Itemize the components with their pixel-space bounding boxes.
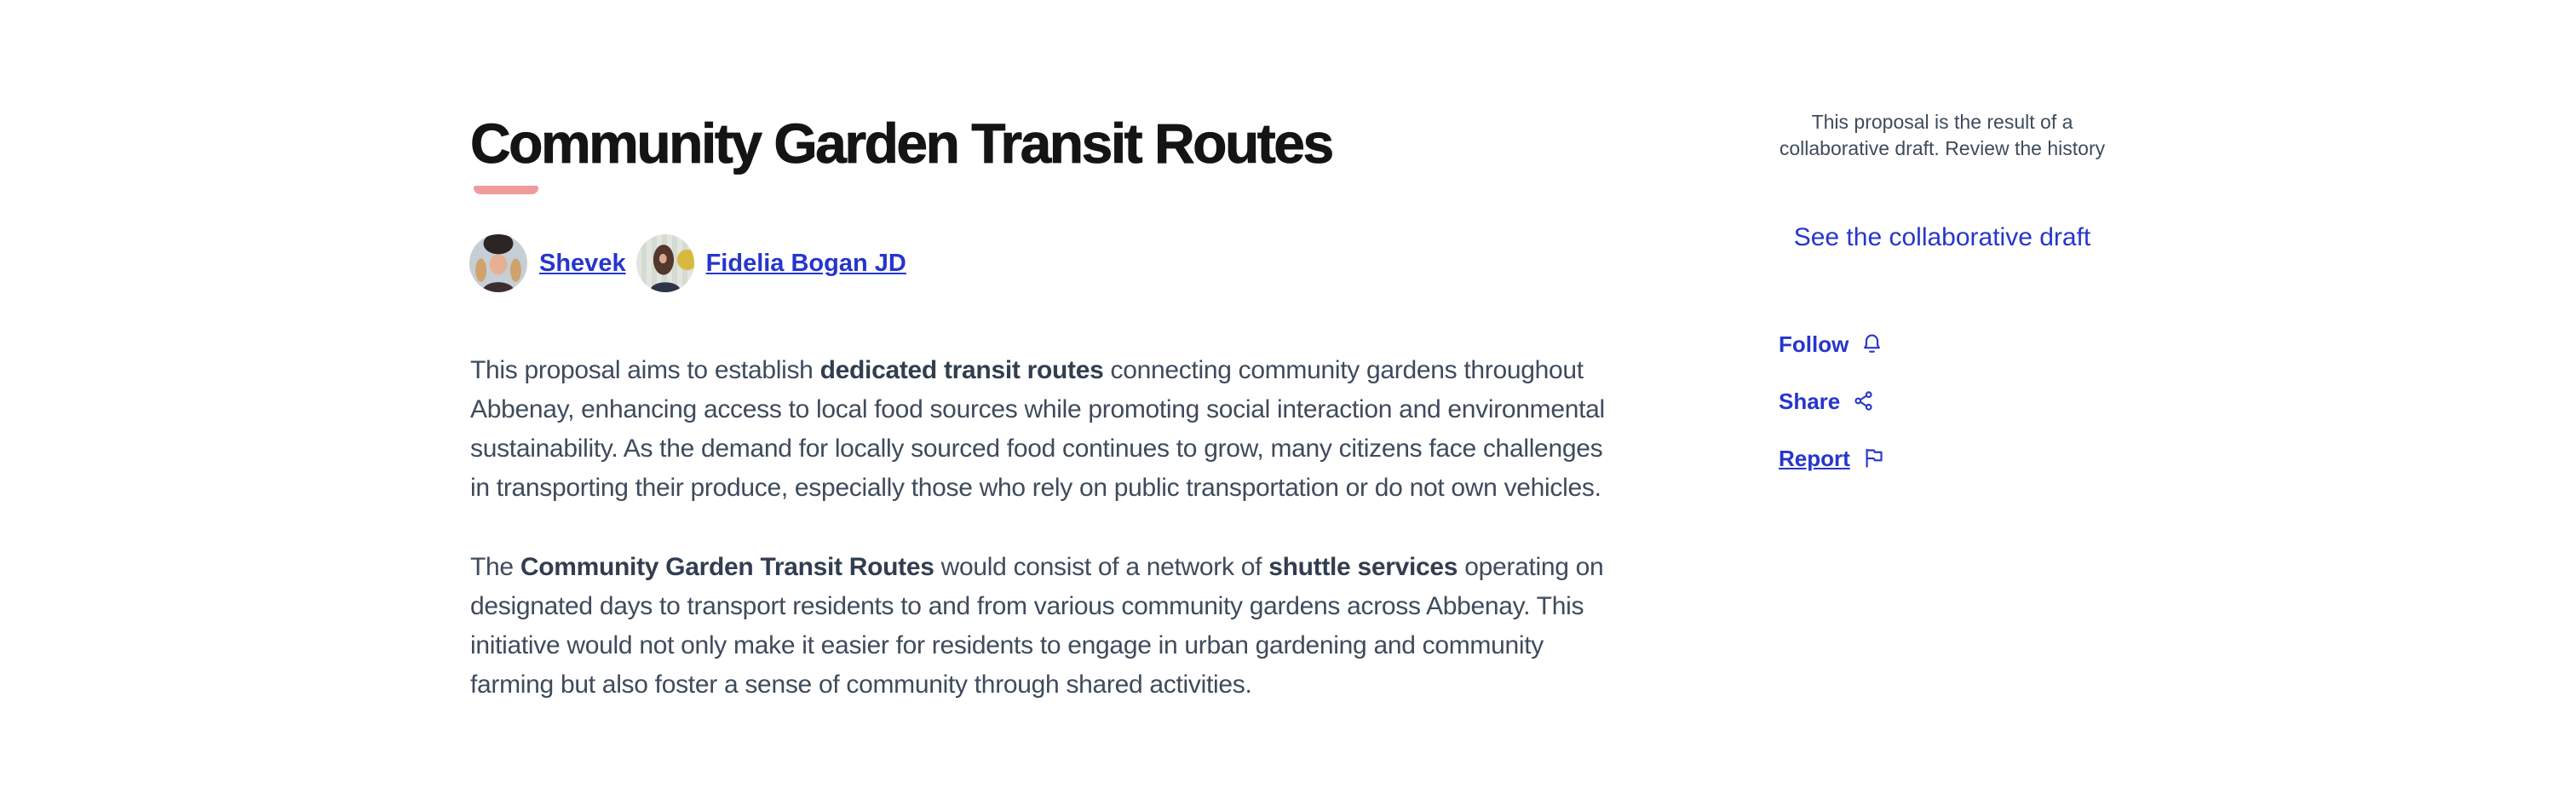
avatar[interactable]	[469, 234, 527, 292]
author-link[interactable]: Shevek	[539, 249, 626, 277]
flag-icon	[1862, 446, 1885, 469]
avatar[interactable]	[636, 234, 694, 292]
title-accent-underline	[474, 186, 538, 194]
share-icon	[1852, 389, 1875, 412]
share-label: Share	[1779, 388, 1841, 414]
bell-icon	[1860, 332, 1883, 355]
author-shevek	[469, 234, 626, 292]
author-link[interactable]: Fidelia Bogan JD	[705, 249, 906, 277]
proposal-actions	[1779, 332, 1885, 504]
report-button[interactable]	[1779, 446, 1885, 469]
author-list	[469, 234, 906, 292]
follow-label: Follow	[1779, 331, 1849, 357]
follow-button[interactable]	[1779, 332, 1883, 355]
report-label: Report	[1779, 445, 1850, 471]
body-paragraph: The Community Garden Transit Routes would consist of a network of shuttle services operating on designated days to transport residents to and from various community gardens across Abbenay. This initiative would not only make it easier for residents to engage in urban gardening and community farming but also foster a sense of community through shared activities.	[470, 553, 1604, 699]
author-fidelia	[636, 234, 906, 292]
proposal-body	[470, 351, 1622, 745]
collaborative-draft-notice: This proposal is the result of a collaborative draft. Review the history	[1779, 111, 2106, 159]
share-button[interactable]	[1779, 389, 1875, 412]
see-collaborative-draft-link[interactable]: See the collaborative draft	[1793, 223, 2091, 251]
body-paragraph: This proposal aims to establish dedicated transit routes connecting community gardens throughout Abbenay, enhancing access to local food sources while promoting social interaction and environmental sustainability. As the demand for locally sourced food continues to grow, many citizens face challenges in transporting their produce, especially those who rely on public transportation or do not own vehicles.	[470, 356, 1605, 502]
page-title: Community Garden Transit Routes	[470, 112, 1332, 175]
